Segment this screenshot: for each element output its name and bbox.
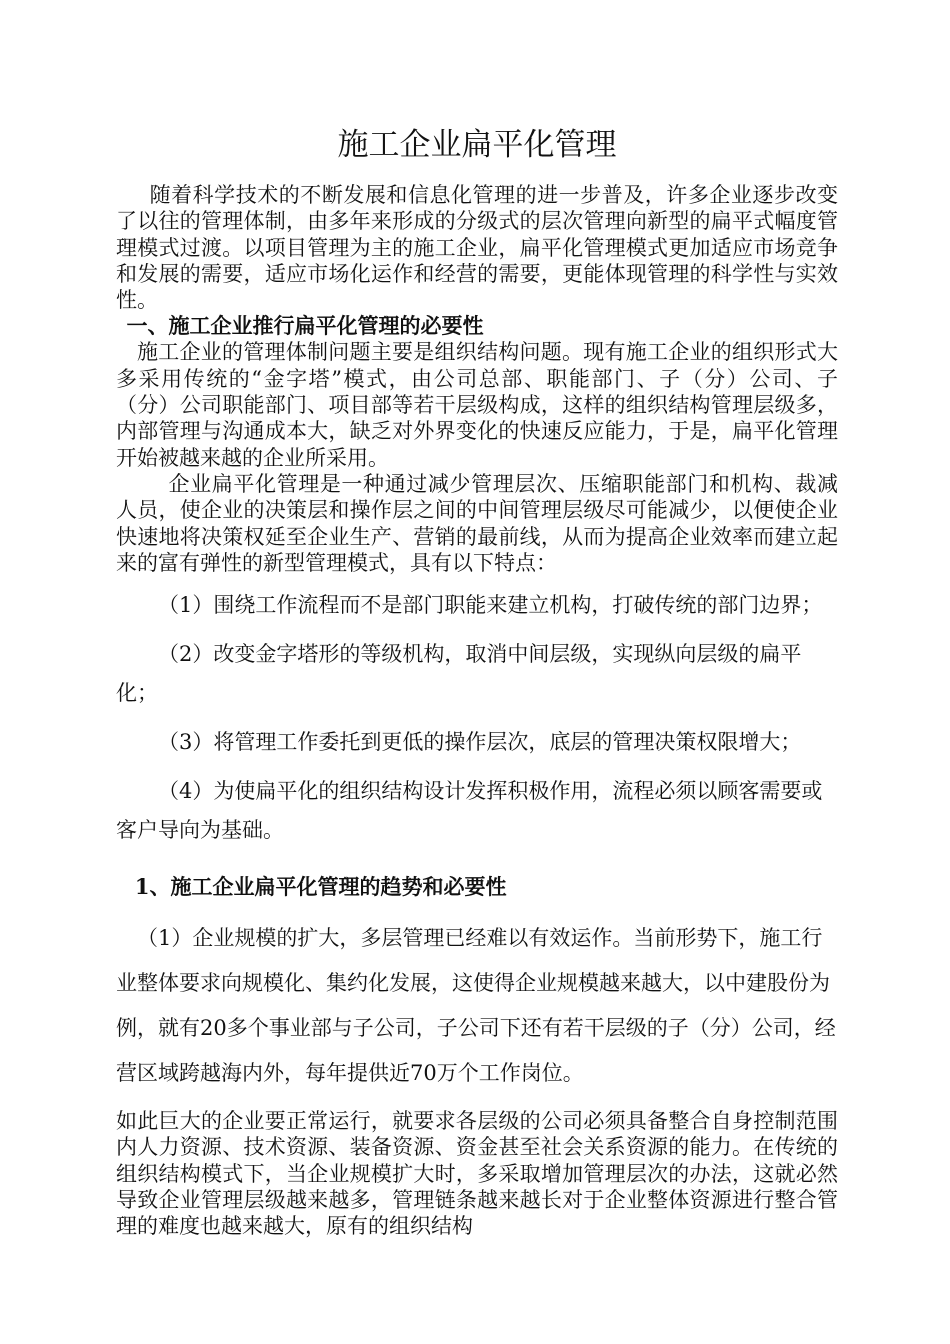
feature-item: （4）为使扁平化的组织结构设计发挥积极作用，流程必须以顾客需要或客户导向为基础。 <box>116 779 823 843</box>
feature-item: （2）改变金字塔形的等级机构，取消中间层级，实现纵向层级的扁平化； <box>116 642 802 706</box>
feature-item: （3）将管理工作委托到更低的操作层次，底层的管理决策权限增大； <box>158 730 802 755</box>
body-paragraph: 施工企业的管理体制问题主要是组织结构问题。现有施工企业的组织形式大多采用传统的“金字塔”模式，由公司总部、职能部门、子（分）公司、子（分）公司职能部门、项目部等若干层级构成，这样的组织结构管理层级多，内部管理与沟通成本大，缺乏对外界变化的快速反应能力，于是，扁平化管理开始被越来越的企业所采用。 <box>116 340 838 470</box>
body-paragraph: 企业扁平化管理是一种通过减少管理层次、压缩职能部门和机构、裁减人员，使企业的决策层和操作层之间的中间管理层级尽可能减少，以便使企业快速地将决策权延至企业生产、营销的最前线，从而为提高企业效率而建立起来的富有弹性的新型管理模式，具有以下特点： <box>116 471 838 575</box>
body-paragraph: （1）企业规模的扩大，多层管理已经难以有效运作。当前形势下，施工行业整体要求向规模化、集约化发展，这使得企业规模越来越大，以中建股份为例，就有20多个事业部与子公司，子公司下还有若干层级的子（分）公司，经营区域跨越海内外，每年提供近70万个工作岗位。 <box>116 926 836 1086</box>
subsection-heading: 1、施工企业扁平化管理的趋势和必要性 <box>134 874 507 900</box>
document-page <box>116 120 838 1240</box>
feature-item: （1）围绕工作流程而不是部门职能来建立机构，打破传统的部门边界； <box>158 593 823 618</box>
body-paragraph: 如此巨大的企业要正常运行，就要求各层级的公司必须具备整合自身控制范围内人力资源、技术资源、装备资源、资金甚至社会关系资源的能力。在传统的组织结构模式下，当企业规模扩大时，多采取增加管理层次的办法，这就必然导致企业管理层级越来越多，管理链条越来越长对于企业整体资源进行整合管理的难度也越来越大，原有的组织结构 <box>116 1109 838 1239</box>
intro-paragraph: 随着科学技术的不断发展和信息化管理的进一步普及，许多企业逐步改变了以往的管理体制，由多年来形成的分级式的层次管理向新型的扁平式幅度管理模式过渡。以项目管理为主的施工企业，扁平化管理模式更加适应市场竞争和发展的需要，适应市场化运作和经营的需要，更能体现管理的科学性与实效性。 <box>116 183 838 313</box>
document-title: 施工企业扁平化管理 <box>337 127 617 163</box>
section-heading: 一、施工企业推行扁平化管理的必要性 <box>126 313 484 339</box>
